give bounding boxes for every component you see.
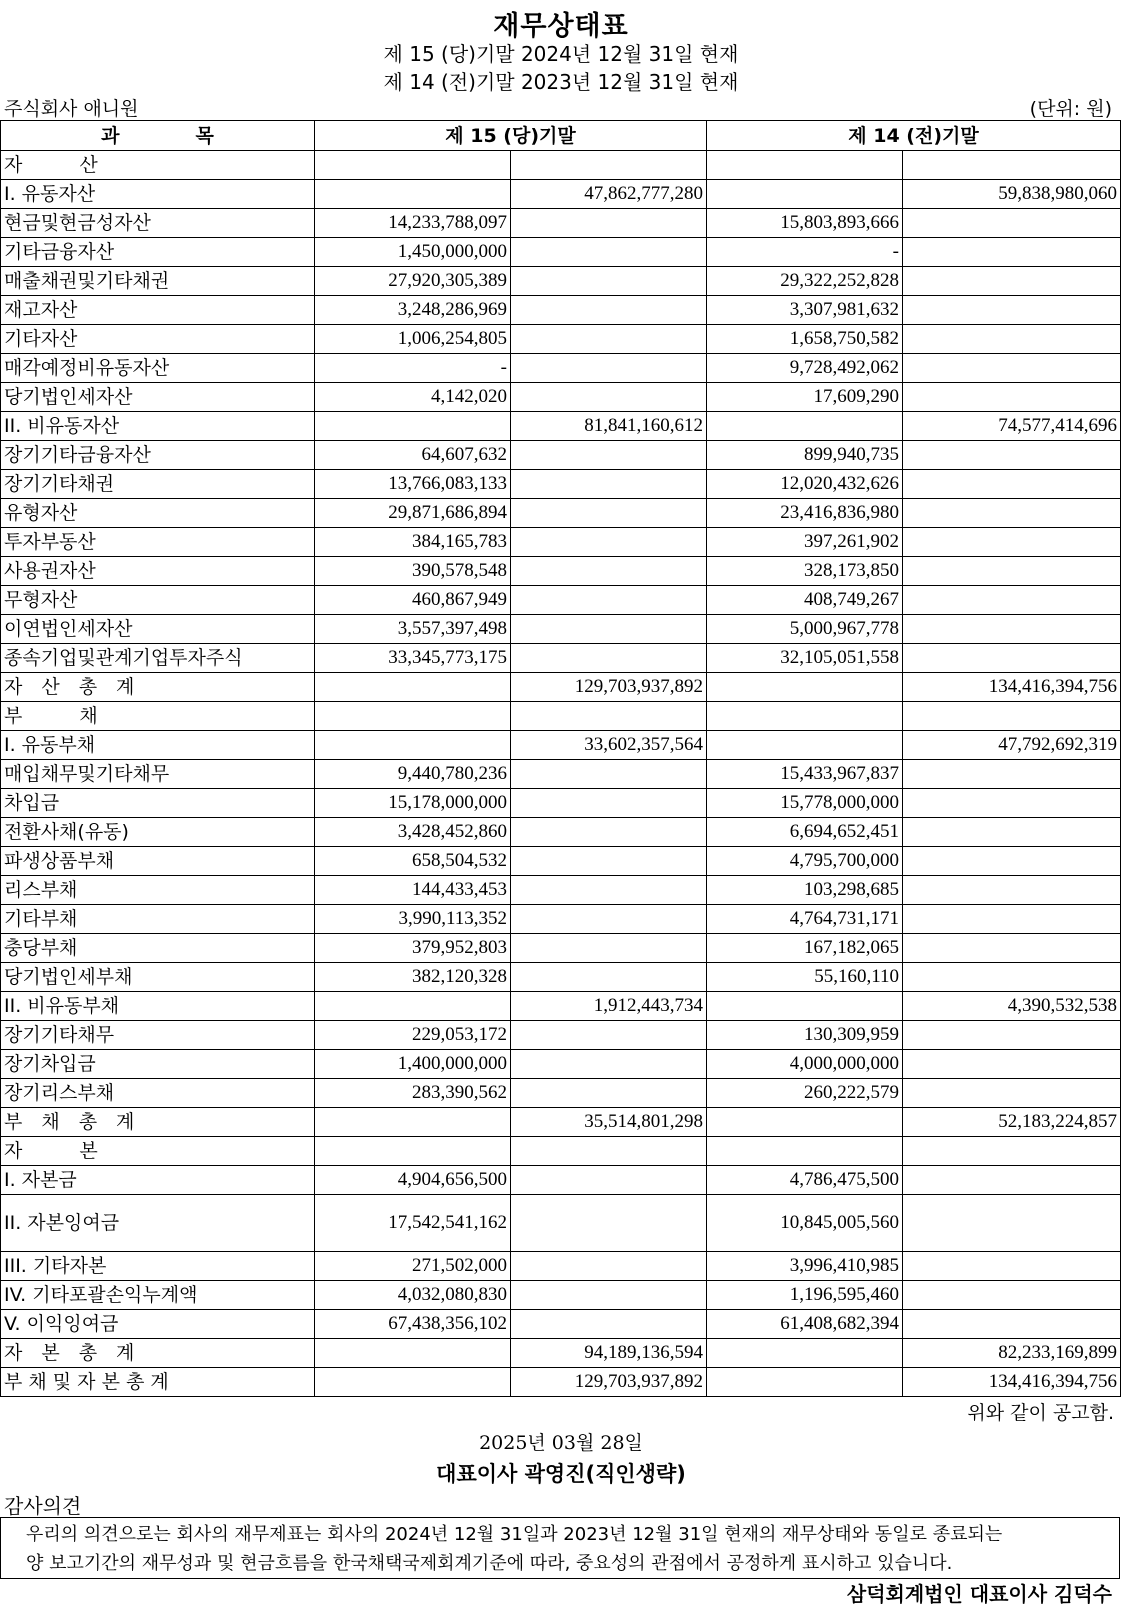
prior-subtotal-cell: 4,390,532,538: [903, 992, 1121, 1021]
prior-subtotal-cell: [903, 1021, 1121, 1050]
current-subtotal-cell: [511, 1021, 707, 1050]
current-subtotal-cell: [511, 1195, 707, 1252]
account-cell: 부 채 총 계: [1, 1108, 315, 1137]
prior-subtotal-cell: [903, 557, 1121, 586]
table-row: [1, 644, 1121, 673]
account-cell: 차입금: [1, 789, 315, 818]
current-subtotal-cell: [511, 1310, 707, 1339]
account-cell: 투자부동산: [1, 528, 315, 557]
prior-detail-cell: 397,261,902: [707, 528, 903, 557]
current-detail-cell: 13,766,083,133: [315, 470, 511, 499]
table-row: [1, 673, 1121, 702]
current-detail-cell: 1,006,254,805: [315, 325, 511, 354]
prior-subtotal-cell: [903, 934, 1121, 963]
table-row: [1, 151, 1121, 180]
document-title: 재무상태표: [493, 11, 629, 42]
account-cell: 현금및현금성자산: [1, 209, 315, 238]
account-cell: II. 자본잉여금: [1, 1195, 315, 1252]
header-prior-period: 제 14 (전)기말: [707, 121, 1121, 151]
prior-subtotal-cell: [903, 528, 1121, 557]
account-cell: 매입채무및기타채무: [1, 760, 315, 789]
prior-subtotal-cell: [903, 789, 1121, 818]
prior-subtotal-cell: [903, 325, 1121, 354]
table-row: [1, 499, 1121, 528]
prior-detail-cell: 5,000,967,778: [707, 615, 903, 644]
prior-detail-cell: 3,307,981,632: [707, 296, 903, 325]
table-row: [1, 702, 1121, 731]
prior-detail-cell: 4,000,000,000: [707, 1050, 903, 1079]
account-cell: 당기법인세자산: [1, 383, 315, 412]
table-row: [1, 992, 1121, 1021]
account-cell: 전환사채(유동): [1, 818, 315, 847]
current-subtotal-cell: [511, 325, 707, 354]
current-detail-cell: 15,178,000,000: [315, 789, 511, 818]
prior-subtotal-cell: [903, 296, 1121, 325]
table-row: [1, 528, 1121, 557]
prior-subtotal-cell: [903, 847, 1121, 876]
current-subtotal-cell: 1,912,443,734: [511, 992, 707, 1021]
table-row: [1, 586, 1121, 615]
current-subtotal-cell: [511, 209, 707, 238]
prior-subtotal-cell: [903, 1310, 1121, 1339]
table-row: [1, 238, 1121, 267]
prior-detail-cell: 130,309,959: [707, 1021, 903, 1050]
current-subtotal-cell: 129,703,937,892: [511, 673, 707, 702]
account-cell: 장기기타채권: [1, 470, 315, 499]
table-row: [1, 180, 1121, 209]
current-detail-cell: 29,871,686,894: [315, 499, 511, 528]
current-detail-cell: [315, 1108, 511, 1137]
current-detail-cell: 3,248,286,969: [315, 296, 511, 325]
prior-subtotal-cell: 134,416,394,756: [903, 1368, 1121, 1397]
prior-detail-cell: 408,749,267: [707, 586, 903, 615]
table-row: [1, 934, 1121, 963]
prior-subtotal-cell: [903, 1252, 1121, 1281]
current-subtotal-cell: 35,514,801,298: [511, 1108, 707, 1137]
prior-subtotal-cell: [903, 1079, 1121, 1108]
prior-detail-cell: [707, 1339, 903, 1368]
prior-subtotal-cell: [903, 267, 1121, 296]
prior-detail-cell: 9,728,492,062: [707, 354, 903, 383]
prior-subtotal-cell: [903, 876, 1121, 905]
period-prior: 제 14 (전)기말 2023년 12월 31일 현재: [383, 70, 739, 94]
current-detail-cell: 382,120,328: [315, 963, 511, 992]
table-row: [1, 1368, 1121, 1397]
prior-subtotal-cell: [903, 644, 1121, 673]
current-subtotal-cell: 81,841,160,612: [511, 412, 707, 441]
current-detail-cell: 4,142,020: [315, 383, 511, 412]
current-detail-cell: 27,920,305,389: [315, 267, 511, 296]
prior-detail-cell: 103,298,685: [707, 876, 903, 905]
current-subtotal-cell: [511, 789, 707, 818]
unit-label: (단위: 원): [1029, 98, 1112, 120]
company-name: 주식회사 애니원: [4, 98, 139, 120]
prior-detail-cell: 55,160,110: [707, 963, 903, 992]
prior-detail-cell: 4,764,731,171: [707, 905, 903, 934]
prior-detail-cell: 260,222,579: [707, 1079, 903, 1108]
prior-subtotal-cell: [903, 905, 1121, 934]
current-subtotal-cell: [511, 151, 707, 180]
table-row: [1, 847, 1121, 876]
current-detail-cell: 9,440,780,236: [315, 760, 511, 789]
account-cell: 기타부채: [1, 905, 315, 934]
account-cell: I. 유동부채: [1, 731, 315, 760]
current-subtotal-cell: [511, 963, 707, 992]
table-row: [1, 1137, 1121, 1166]
current-detail-cell: 14,233,788,097: [315, 209, 511, 238]
current-detail-cell: 384,165,783: [315, 528, 511, 557]
prior-detail-cell: [707, 673, 903, 702]
period-current: 제 15 (당)기말 2024년 12월 31일 현재: [383, 42, 739, 66]
header-current-period: 제 15 (당)기말: [315, 121, 707, 151]
current-detail-cell: 67,438,356,102: [315, 1310, 511, 1339]
current-detail-cell: 33,345,773,175: [315, 644, 511, 673]
current-subtotal-cell: [511, 383, 707, 412]
account-cell: 장기리스부채: [1, 1079, 315, 1108]
current-subtotal-cell: [511, 760, 707, 789]
current-subtotal-cell: [511, 470, 707, 499]
account-cell: 당기법인세부채: [1, 963, 315, 992]
table-row: [1, 412, 1121, 441]
account-cell: 부 채: [1, 702, 315, 731]
account-cell: III. 기타자본: [1, 1252, 315, 1281]
current-detail-cell: 1,400,000,000: [315, 1050, 511, 1079]
current-subtotal-cell: [511, 876, 707, 905]
table-row: [1, 1252, 1121, 1281]
announcement-statement: 위와 같이 공고함.: [967, 1402, 1114, 1424]
ceo-signature: 대표이사 곽영진(직인생략): [436, 1462, 686, 1486]
current-subtotal-cell: [511, 615, 707, 644]
prior-subtotal-cell: [903, 470, 1121, 499]
current-subtotal-cell: [511, 644, 707, 673]
prior-subtotal-cell: [903, 702, 1121, 731]
prior-subtotal-cell: [903, 615, 1121, 644]
prior-subtotal-cell: 74,577,414,696: [903, 412, 1121, 441]
prior-subtotal-cell: [903, 1195, 1121, 1252]
account-cell: 매각예정비유동자산: [1, 354, 315, 383]
current-subtotal-cell: [511, 847, 707, 876]
current-detail-cell: 460,867,949: [315, 586, 511, 615]
prior-detail-cell: 15,803,893,666: [707, 209, 903, 238]
current-detail-cell: 3,557,397,498: [315, 615, 511, 644]
table-row: [1, 1108, 1121, 1137]
table-row: [1, 731, 1121, 760]
prior-detail-cell: [707, 992, 903, 1021]
account-cell: 장기기타금융자산: [1, 441, 315, 470]
current-detail-cell: 3,428,452,860: [315, 818, 511, 847]
current-detail-cell: [315, 702, 511, 731]
table-row: [1, 267, 1121, 296]
prior-subtotal-cell: [903, 1137, 1121, 1166]
current-subtotal-cell: [511, 818, 707, 847]
table-row: [1, 1079, 1121, 1108]
table-row: [1, 1166, 1121, 1195]
table-row: [1, 1310, 1121, 1339]
current-detail-cell: [315, 673, 511, 702]
current-subtotal-cell: [511, 267, 707, 296]
current-subtotal-cell: [511, 441, 707, 470]
current-detail-cell: 658,504,532: [315, 847, 511, 876]
account-cell: I. 유동자산: [1, 180, 315, 209]
account-cell: 자 산 총 계: [1, 673, 315, 702]
account-cell: 기타자산: [1, 325, 315, 354]
audit-opinion-line-1: 우리의 의견으로는 회사의 재무제표는 회사의 2024년 12월 31일과 2023년 12월 31일 현재의 재무상태와 동일로 종료되는: [26, 1524, 1003, 1545]
table-row: [1, 557, 1121, 586]
current-detail-cell: 271,502,000: [315, 1252, 511, 1281]
current-subtotal-cell: [511, 586, 707, 615]
account-cell: 파생상품부채: [1, 847, 315, 876]
prior-subtotal-cell: [903, 760, 1121, 789]
account-cell: II. 비유동부채: [1, 992, 315, 1021]
current-subtotal-cell: [511, 905, 707, 934]
account-cell: 매출채권및기타채권: [1, 267, 315, 296]
current-detail-cell: 1,450,000,000: [315, 238, 511, 267]
account-cell: 종속기업및관계기업투자주식: [1, 644, 315, 673]
current-detail-cell: 283,390,562: [315, 1079, 511, 1108]
table-row: [1, 963, 1121, 992]
prior-subtotal-cell: [903, 441, 1121, 470]
table-row: [1, 1050, 1121, 1079]
account-cell: 장기기타채무: [1, 1021, 315, 1050]
account-cell: 장기차입금: [1, 1050, 315, 1079]
prior-detail-cell: 10,845,005,560: [707, 1195, 903, 1252]
prior-detail-cell: 23,416,836,980: [707, 499, 903, 528]
prior-detail-cell: 1,196,595,460: [707, 1281, 903, 1310]
account-cell: IV. 기타포괄손익누계액: [1, 1281, 315, 1310]
account-cell: 재고자산: [1, 296, 315, 325]
table-header-row: [1, 121, 1121, 151]
prior-subtotal-cell: [903, 586, 1121, 615]
prior-detail-cell: 4,795,700,000: [707, 847, 903, 876]
prior-detail-cell: 29,322,252,828: [707, 267, 903, 296]
table-row: [1, 905, 1121, 934]
prior-detail-cell: 328,173,850: [707, 557, 903, 586]
account-cell: 부 채 및 자 본 총 계: [1, 1368, 315, 1397]
prior-detail-cell: [707, 412, 903, 441]
table-row: [1, 1195, 1121, 1252]
prior-detail-cell: 6,694,652,451: [707, 818, 903, 847]
current-subtotal-cell: 33,602,357,564: [511, 731, 707, 760]
prior-detail-cell: [707, 702, 903, 731]
prior-subtotal-cell: [903, 209, 1121, 238]
current-detail-cell: [315, 180, 511, 209]
prior-subtotal-cell: [903, 354, 1121, 383]
current-detail-cell: [315, 992, 511, 1021]
current-subtotal-cell: [511, 1281, 707, 1310]
current-subtotal-cell: [511, 1079, 707, 1108]
table-row: [1, 325, 1121, 354]
prior-detail-cell: [707, 1108, 903, 1137]
prior-detail-cell: [707, 731, 903, 760]
current-detail-cell: [315, 151, 511, 180]
auditor-signature: 삼덕회계법인 대표이사 김덕수: [846, 1582, 1112, 1606]
prior-detail-cell: -: [707, 238, 903, 267]
current-detail-cell: [315, 1137, 511, 1166]
table-row: [1, 470, 1121, 499]
prior-detail-cell: [707, 1368, 903, 1397]
current-subtotal-cell: [511, 354, 707, 383]
current-subtotal-cell: 129,703,937,892: [511, 1368, 707, 1397]
prior-detail-cell: [707, 151, 903, 180]
prior-detail-cell: 1,658,750,582: [707, 325, 903, 354]
prior-detail-cell: 3,996,410,985: [707, 1252, 903, 1281]
current-subtotal-cell: [511, 499, 707, 528]
table-body: [1, 151, 1121, 1397]
audit-opinion-line-2: 양 보고기간의 재무성과 및 현금흐름을 한국채택국제회계기준에 따라, 중요성의 관점에서 공정하게 표시하고 있습니다.: [26, 1553, 953, 1574]
prior-subtotal-cell: [903, 238, 1121, 267]
table-row: [1, 760, 1121, 789]
prior-subtotal-cell: [903, 1050, 1121, 1079]
audit-opinion-heading: 감사의견: [4, 1494, 82, 1518]
current-detail-cell: [315, 1368, 511, 1397]
table-row: [1, 615, 1121, 644]
table-row: [1, 383, 1121, 412]
prior-subtotal-cell: [903, 963, 1121, 992]
prior-detail-cell: [707, 180, 903, 209]
prior-detail-cell: 12,020,432,626: [707, 470, 903, 499]
prior-detail-cell: 61,408,682,394: [707, 1310, 903, 1339]
current-detail-cell: 379,952,803: [315, 934, 511, 963]
current-detail-cell: [315, 412, 511, 441]
current-subtotal-cell: [511, 1137, 707, 1166]
current-subtotal-cell: [511, 1050, 707, 1079]
current-subtotal-cell: [511, 296, 707, 325]
current-subtotal-cell: 94,189,136,594: [511, 1339, 707, 1368]
current-subtotal-cell: 47,862,777,280: [511, 180, 707, 209]
account-cell: 충당부채: [1, 934, 315, 963]
announcement-date: 2025년 03월 28일: [479, 1432, 643, 1454]
table-row: [1, 1281, 1121, 1310]
current-detail-cell: 144,433,453: [315, 876, 511, 905]
table-row: [1, 354, 1121, 383]
table-row: [1, 1339, 1121, 1368]
prior-subtotal-cell: 134,416,394,756: [903, 673, 1121, 702]
account-cell: II. 비유동자산: [1, 412, 315, 441]
account-cell: I. 자본금: [1, 1166, 315, 1195]
table-row: [1, 441, 1121, 470]
prior-subtotal-cell: 47,792,692,319: [903, 731, 1121, 760]
balance-sheet-table: [0, 120, 1121, 1397]
account-cell: 사용권자산: [1, 557, 315, 586]
table-row: [1, 789, 1121, 818]
prior-subtotal-cell: 59,838,980,060: [903, 180, 1121, 209]
account-cell: 리스부채: [1, 876, 315, 905]
prior-subtotal-cell: [903, 151, 1121, 180]
current-detail-cell: [315, 731, 511, 760]
current-subtotal-cell: [511, 528, 707, 557]
table-row: [1, 876, 1121, 905]
current-detail-cell: 4,904,656,500: [315, 1166, 511, 1195]
prior-detail-cell: 899,940,735: [707, 441, 903, 470]
prior-subtotal-cell: 52,183,224,857: [903, 1108, 1121, 1137]
current-detail-cell: 4,032,080,830: [315, 1281, 511, 1310]
table-row: [1, 209, 1121, 238]
table-row: [1, 296, 1121, 325]
current-subtotal-cell: [511, 1252, 707, 1281]
prior-detail-cell: 167,182,065: [707, 934, 903, 963]
prior-subtotal-cell: [903, 499, 1121, 528]
prior-detail-cell: [707, 1137, 903, 1166]
current-subtotal-cell: [511, 1166, 707, 1195]
current-detail-cell: 64,607,632: [315, 441, 511, 470]
prior-detail-cell: 17,609,290: [707, 383, 903, 412]
table-row: [1, 818, 1121, 847]
current-subtotal-cell: [511, 238, 707, 267]
current-detail-cell: 229,053,172: [315, 1021, 511, 1050]
current-subtotal-cell: [511, 934, 707, 963]
table-row: [1, 1021, 1121, 1050]
account-cell: 자 본: [1, 1137, 315, 1166]
account-cell: 자 본 총 계: [1, 1339, 315, 1368]
current-detail-cell: -: [315, 354, 511, 383]
account-cell: 무형자산: [1, 586, 315, 615]
prior-subtotal-cell: [903, 383, 1121, 412]
prior-detail-cell: 32,105,051,558: [707, 644, 903, 673]
account-cell: 기타금융자산: [1, 238, 315, 267]
prior-detail-cell: 15,778,000,000: [707, 789, 903, 818]
prior-subtotal-cell: [903, 818, 1121, 847]
account-cell: 이연법인세자산: [1, 615, 315, 644]
current-subtotal-cell: [511, 557, 707, 586]
current-detail-cell: 3,990,113,352: [315, 905, 511, 934]
current-subtotal-cell: [511, 702, 707, 731]
account-cell: 자 산: [1, 151, 315, 180]
account-cell: V. 이익잉여금: [1, 1310, 315, 1339]
current-detail-cell: [315, 1339, 511, 1368]
account-cell: 유형자산: [1, 499, 315, 528]
prior-subtotal-cell: [903, 1166, 1121, 1195]
current-detail-cell: 17,542,541,162: [315, 1195, 511, 1252]
prior-detail-cell: 4,786,475,500: [707, 1166, 903, 1195]
prior-subtotal-cell: 82,233,169,899: [903, 1339, 1121, 1368]
header-account: 과 목: [1, 121, 315, 151]
current-detail-cell: 390,578,548: [315, 557, 511, 586]
prior-subtotal-cell: [903, 1281, 1121, 1310]
prior-detail-cell: 15,433,967,837: [707, 760, 903, 789]
